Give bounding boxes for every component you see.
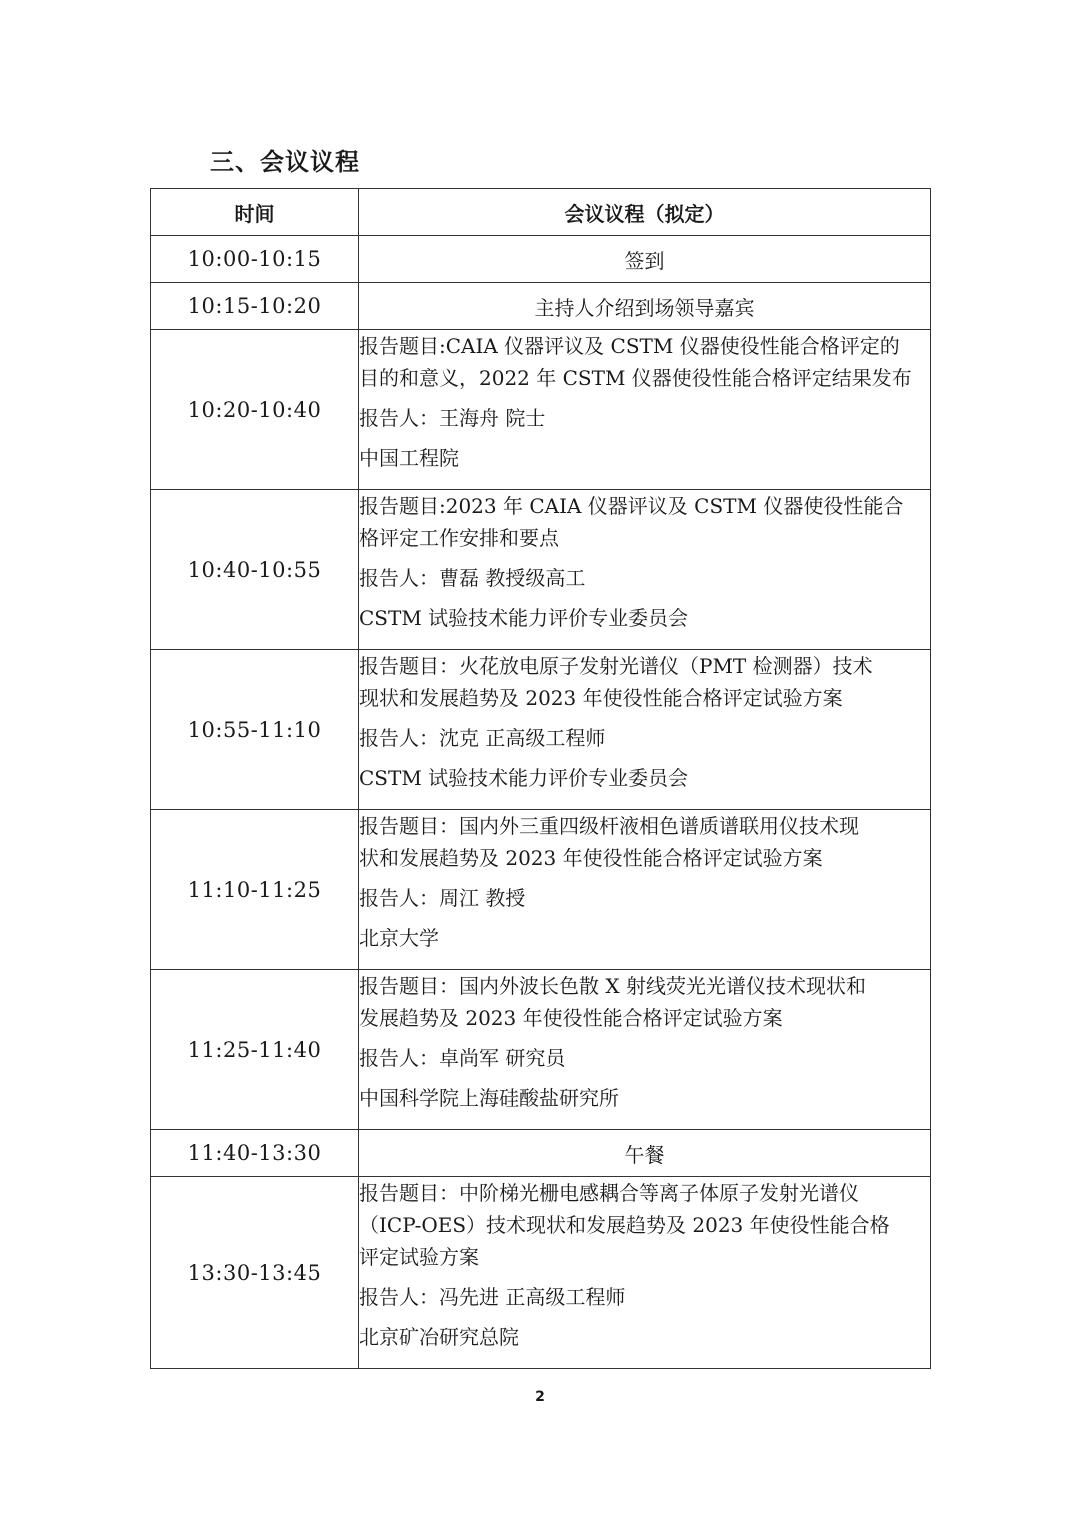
- table-header-row: [151, 189, 931, 236]
- report-speaker: 报告人：卓尚军 研究员: [359, 1046, 566, 1070]
- report-title-line: （ICP-OES）技术现状和发展趋势及 2023 年使役性能合格: [359, 1213, 890, 1237]
- report-title-line: 报告题目:CAIA 仪器评议及 CSTM 仪器使役性能合格评定的: [359, 334, 900, 358]
- section-title: 三、会议议程: [210, 148, 360, 176]
- report-speaker: 报告人：周江 教授: [359, 886, 526, 910]
- table-row: [151, 1130, 931, 1177]
- row-report: [359, 1177, 931, 1369]
- row-report: [359, 970, 931, 1130]
- report-title-line: 报告题目：国内外波长色散 X 射线荧光光谱仪技术现状和: [359, 974, 866, 998]
- report-org: CSTM 试验技术能力评价专业委员会: [359, 766, 689, 790]
- report-org: 北京大学: [359, 926, 439, 950]
- report-org: 中国工程院: [359, 446, 459, 470]
- report-speaker: 报告人：沈克 正高级工程师: [359, 726, 606, 750]
- report-title-line: 目的和意义，2022 年 CSTM 仪器使役性能合格评定结果发布: [359, 366, 912, 390]
- report-title-line: 发展趋势及 2023 年使役性能合格评定试验方案: [359, 1006, 783, 1030]
- report-speaker: 报告人：王海舟 院士: [359, 406, 546, 430]
- row-report: [359, 810, 931, 970]
- row-time: 11:25-11:40: [151, 970, 359, 1130]
- report-title-line: 现状和发展趋势及 2023 年使役性能合格评定试验方案: [359, 686, 843, 710]
- report-org: 中国科学院上海硅酸盐研究所: [359, 1086, 619, 1110]
- row-time: 10:40-10:55: [151, 490, 359, 650]
- header-agenda: 会议议程（拟定）: [359, 189, 931, 236]
- table-row: [151, 490, 931, 650]
- row-time: 10:20-10:40: [151, 330, 359, 490]
- row-report: [359, 490, 931, 650]
- report-title-line: 评定试验方案: [359, 1245, 479, 1269]
- report-speaker: 报告人：冯先进 正高级工程师: [359, 1285, 626, 1309]
- row-report: [359, 330, 931, 490]
- row-time: 11:10-11:25: [151, 810, 359, 970]
- page-number: 2: [535, 1389, 545, 1405]
- table-row: [151, 283, 931, 330]
- table-row: [151, 330, 931, 490]
- report-title-line: 状和发展趋势及 2023 年使役性能合格评定试验方案: [359, 846, 823, 870]
- table-row: [151, 810, 931, 970]
- row-item: 午餐: [359, 1130, 931, 1177]
- row-item: 签到: [359, 236, 931, 283]
- row-time: 10:00-10:15: [151, 236, 359, 283]
- table-row: [151, 650, 931, 810]
- report-speaker: 报告人：曹磊 教授级高工: [359, 566, 586, 590]
- table-row: [151, 236, 931, 283]
- row-time: 11:40-13:30: [151, 1130, 359, 1177]
- row-time: 10:15-10:20: [151, 283, 359, 330]
- report-org: 北京矿冶研究总院: [359, 1325, 519, 1349]
- table-row: [151, 970, 931, 1130]
- report-title-line: 报告题目：火花放电原子发射光谱仪（PMT 检测器）技术: [359, 654, 873, 678]
- report-title-line: 报告题目：国内外三重四级杆液相色谱质谱联用仪技术现: [359, 814, 859, 838]
- header-time: 时间: [151, 189, 359, 236]
- row-time: 13:30-13:45: [151, 1177, 359, 1369]
- report-org: CSTM 试验技术能力评价专业委员会: [359, 606, 689, 630]
- row-report: [359, 650, 931, 810]
- row-item: 主持人介绍到场领导嘉宾: [359, 283, 931, 330]
- agenda-table: [150, 188, 931, 1369]
- table-row: [151, 1177, 931, 1369]
- report-title-line: 报告题目:2023 年 CAIA 仪器评议及 CSTM 仪器使役性能合: [359, 494, 904, 518]
- report-title-line: 格评定工作安排和要点: [359, 526, 559, 550]
- row-time: 10:55-11:10: [151, 650, 359, 810]
- report-title-line: 报告题目：中阶梯光栅电感耦合等离子体原子发射光谱仪: [359, 1181, 859, 1205]
